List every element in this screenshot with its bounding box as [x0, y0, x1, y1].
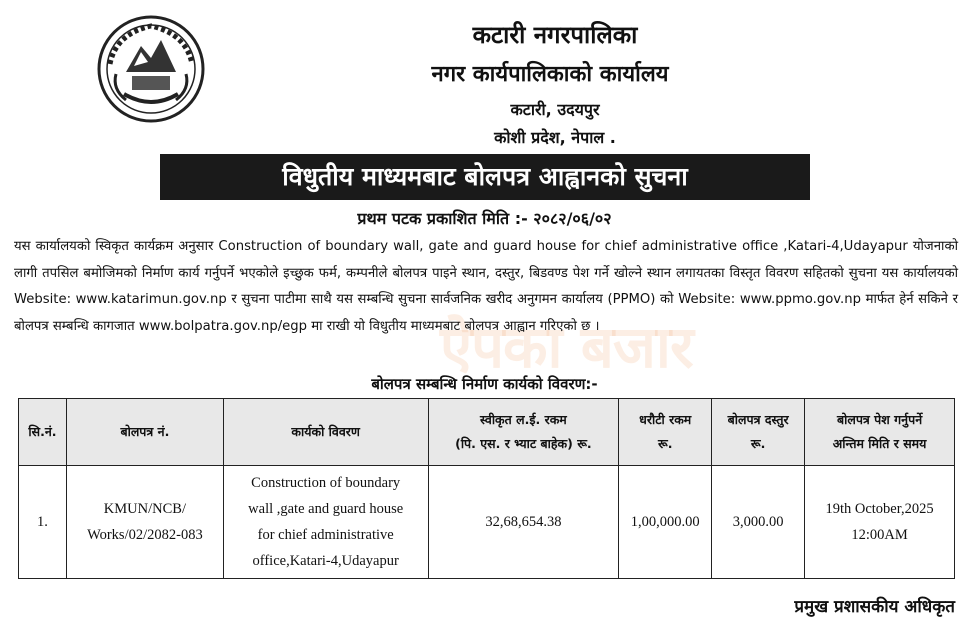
office-name: नगर कार्यपालिकाको कार्यालय: [431, 62, 669, 87]
header-fee-line1: बोलपत्र दस्तुर: [727, 412, 789, 427]
header-fee-line2: रू.: [750, 436, 766, 451]
cell-bid-no: [66, 466, 223, 579]
desc-line3: for chief administrative: [257, 527, 394, 543]
header-deadline: [805, 399, 955, 466]
header-sn: सि.नं.: [19, 399, 67, 466]
notice-body: यस कार्यालयको स्विकृत कार्यक्रम अनुसार Construction of boundary wall, gate and guard house for chief administrative office ,Katari-4,Udayapur योजनाको लागी तपसिल बमोजिमको निर्माण कार्य गर्नुपर्ने भएकोले इच्छुक फर्म, कम्पनीले बोलपत्र पाइने स्थान, दस्तुर, बिडवण्ड पेश गर्ने खोल्ने स्थान लगायतका विस्तृत विवरण सहितको सुचना यस कार्यालयको Website: www.katarimun.gov.np र सुचना पाटीमा साथै यस सम्बन्धि सुचना सार्वजनिक खरीद अनुगमन कार्यालय (PPMO) को Website: www.ppmo.gov.np मार्फत हेर्न सकिने र बोलपत्र सम्बन्धि कागजात www.bolpatra.gov.np/egp मा राखी यो विधुतीय माध्यमबाट बोलपत्र आह्वान गरिएको छ ।: [14, 239, 958, 334]
cell-deadline: [805, 466, 955, 579]
desc-line1: Construction of boundary: [251, 475, 401, 491]
header-fee: [712, 399, 805, 466]
bid-no-line2: Works/02/2082-083: [87, 527, 203, 543]
published-date: प्रथम पटक प्रकाशित मिति :- २०८२/०६/०२: [357, 209, 612, 228]
table-header-row: [19, 399, 955, 466]
works-table: [18, 398, 955, 579]
province-name: कोशी प्रदेश, नेपाल .: [494, 128, 616, 147]
watermark: ऐपका बजार: [440, 313, 693, 381]
office-location: कटारी, उदयपुर: [510, 100, 600, 119]
table-heading: बोलपत्र सम्बन्धि निर्माण कार्यको विवरण:-: [371, 375, 598, 393]
bid-no-line1: KMUN/NCB/: [103, 501, 186, 517]
notice-title-banner: विधुतीय माध्यमबाट बोलपत्र आह्वानको सुचना: [160, 154, 810, 200]
header-deposit: [619, 399, 712, 466]
header-deadline-line1: बोलपत्र पेश गर्नुपर्ने: [836, 412, 923, 427]
header-cost-line2: (पि. एस. र भ्याट बाहेक) रू.: [455, 436, 592, 451]
cell-description: [223, 466, 428, 579]
desc-line4: office,Katari-4,Udayapur: [252, 553, 399, 569]
deadline-line1: 19th October,2025: [825, 501, 934, 517]
cell-sn: 1.: [19, 466, 67, 579]
header-deposit-line1: धरौटी रकम: [639, 412, 692, 427]
cell-deposit: 1,00,000.00: [619, 466, 712, 579]
desc-line2: wall ,gate and guard house: [248, 501, 404, 517]
header-deadline-line2: अन्तिम मिति र समय: [832, 436, 927, 451]
header-bid-no: बोलपत्र नं.: [66, 399, 223, 466]
table-row: [19, 466, 955, 579]
header-cost: [428, 399, 619, 466]
signatory-title: प्रमुख प्रशासकीय अधिकृत: [794, 597, 955, 617]
nepal-government-emblem: [96, 14, 206, 124]
header-description: कार्यको विवरण: [223, 399, 428, 466]
header-deposit-line2: रू.: [657, 436, 673, 451]
municipality-name: कटारी नगरपालिका: [472, 21, 638, 49]
cell-cost: 32,68,654.38: [428, 466, 619, 579]
header-cost-line1: स्वीकृत ल.ई. रकम: [480, 412, 567, 427]
deadline-line2: 12:00AM: [851, 527, 908, 543]
cell-fee: 3,000.00: [712, 466, 805, 579]
